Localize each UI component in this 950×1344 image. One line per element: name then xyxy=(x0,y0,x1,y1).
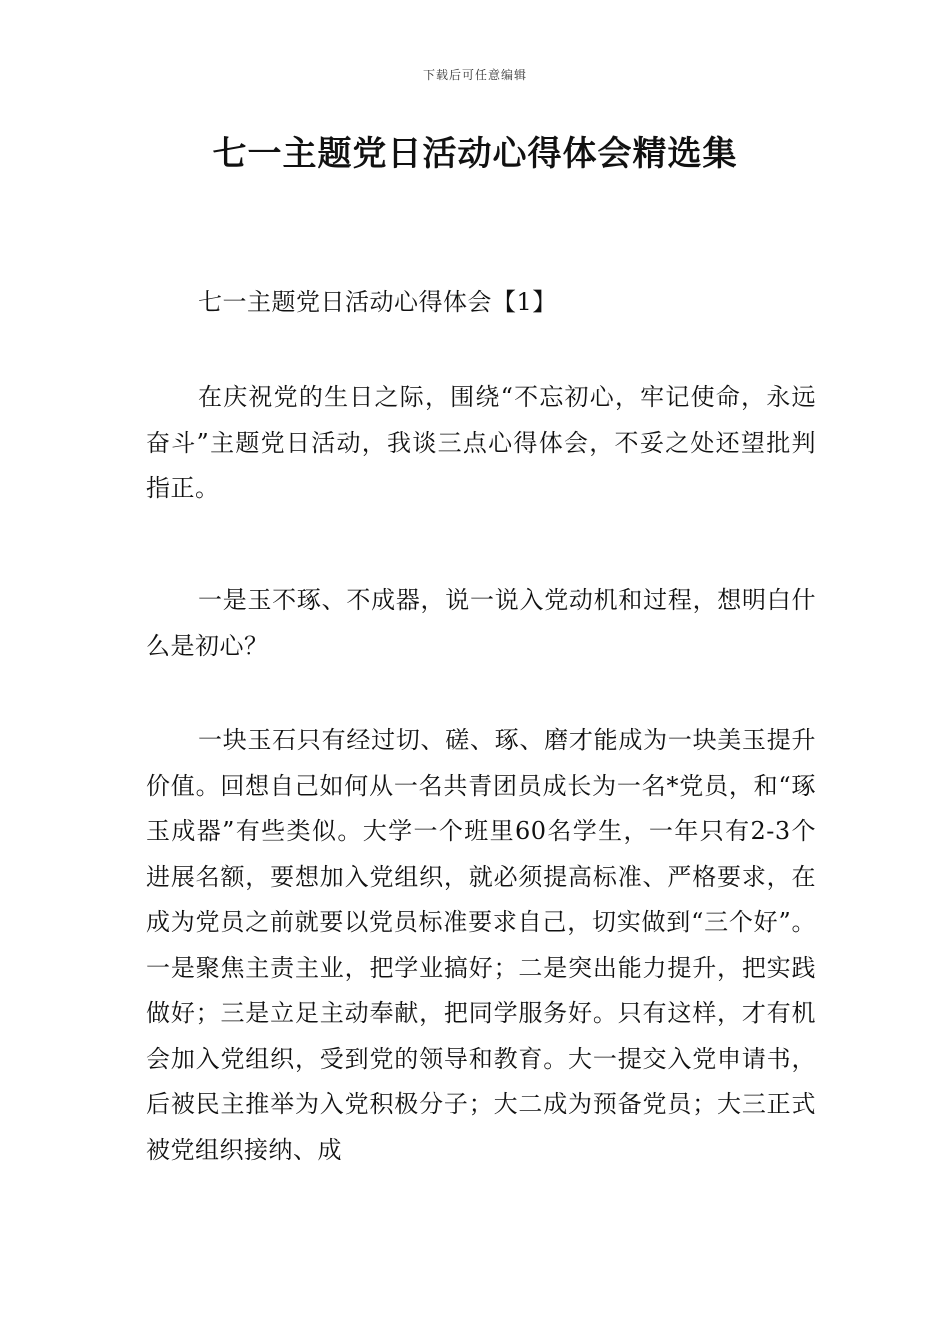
document-title: 七一主题党日活动心得体会精选集 xyxy=(212,134,738,174)
paragraph-point-one xyxy=(146,578,816,669)
paragraph-text: 一块玉石只有经过切、磋、琢、磨才能成为一块美玉提升价值。回想自己如何从一名共青团员成长为一名*党员，和“琢玉成器”有些类似。大学一个班里60名学生，一年只有2-3个进展名额，要想加入党组织，就必须提高标准、严格要求，在成为党员之前就要以党员标准要求自己，切实做到“三个好”。一是聚焦主责主业，把学业搞好；二是突出能力提升，把实践做好；三是立足主动奉献，把同学服务好。只有这样，才有机会加入党组织，受到党的领导和教育。大一提交入党申请书，后被民主推举为入党积极分子；大二成为预备党员；大三正式被党组织接纳、成 xyxy=(146,726,816,1164)
paragraph-text: 一是玉不琢、不成器，说一说入党动机和过程，想明白什么是初心？ xyxy=(146,586,816,660)
paragraph-intro xyxy=(146,375,816,512)
download-note: 下载后可任意编辑 xyxy=(422,68,527,82)
section-heading xyxy=(146,280,816,326)
paragraph-jade-story xyxy=(146,718,816,1173)
section-heading-text: 七一主题党日活动心得体会【1】 xyxy=(198,288,557,316)
paragraph-text: 在庆祝党的生日之际，围绕“不忘初心，牢记使命，永远奋斗”主题党日活动，我谈三点心得体会，不妥之处还望批判指正。 xyxy=(146,383,816,502)
